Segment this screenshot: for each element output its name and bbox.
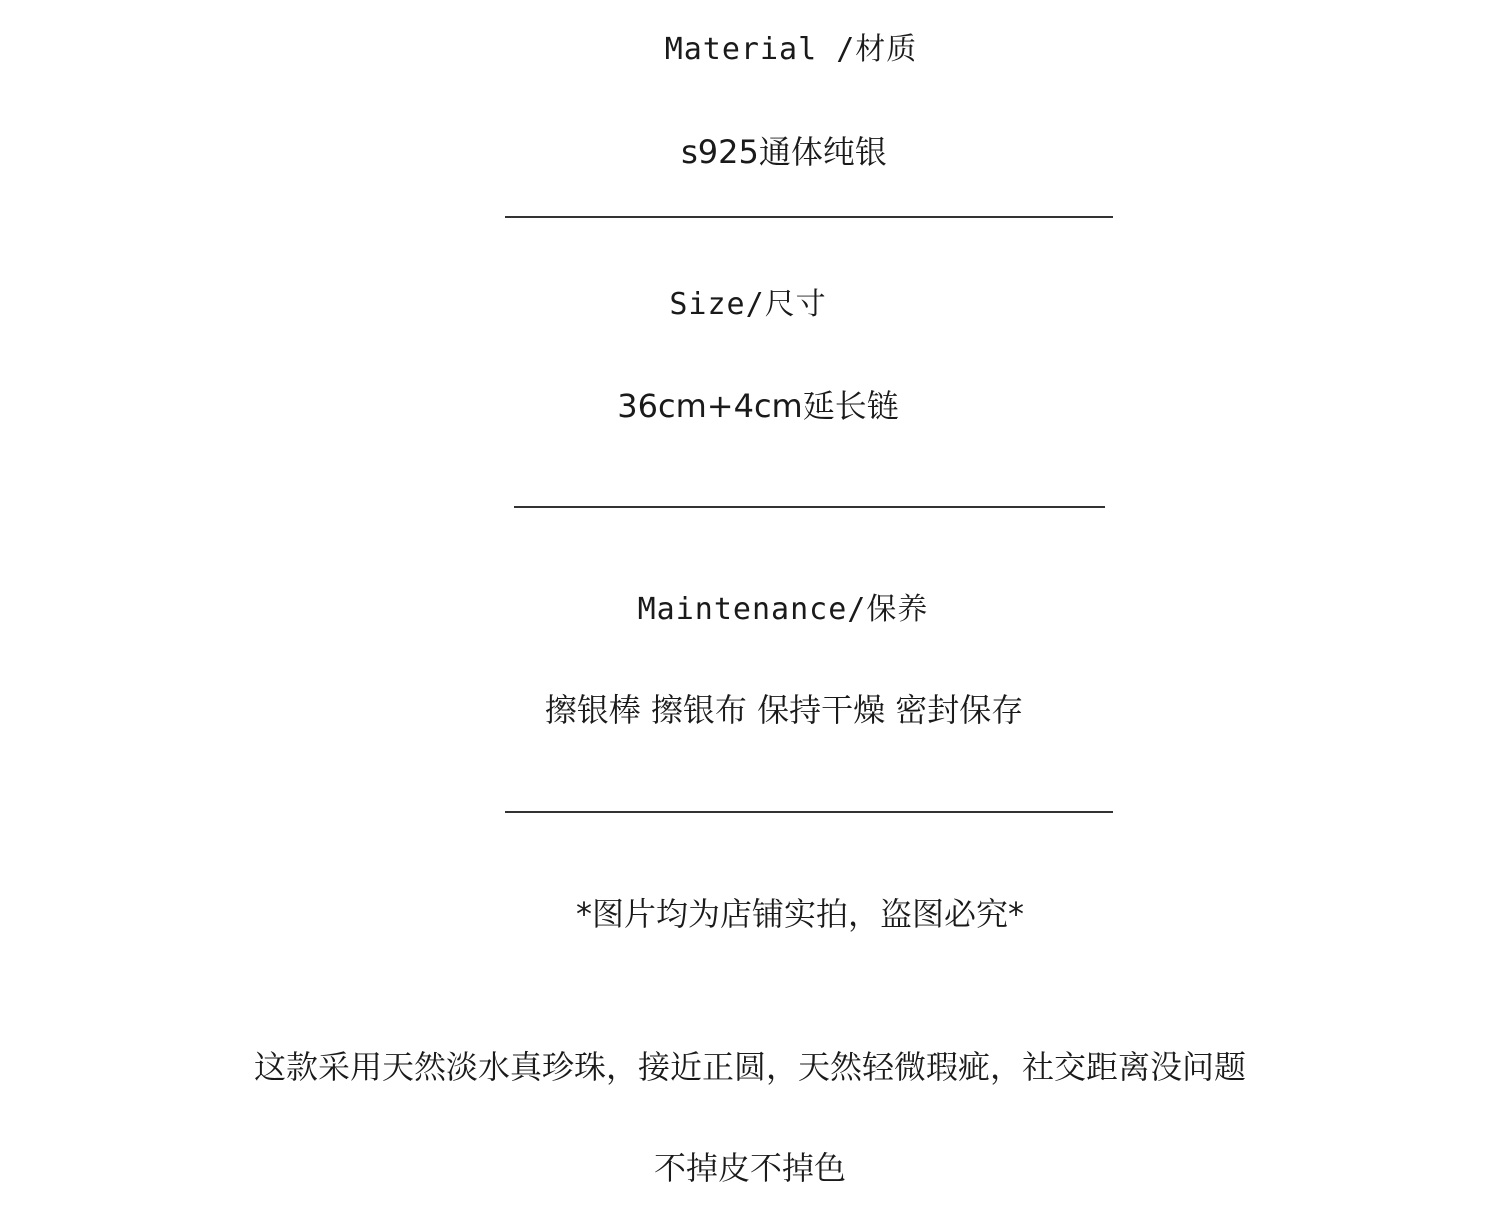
maintenance-heading: Maintenance/保养 bbox=[637, 592, 929, 627]
description-line-2: 不掉皮不掉色 bbox=[653, 1149, 847, 1187]
photo-notice: *图片均为店铺实拍，盗图必究* bbox=[575, 895, 1025, 933]
divider-2 bbox=[514, 506, 1105, 508]
size-value: 36cm+4cm延长链 bbox=[617, 387, 899, 425]
description-line-1: 这款采用天然淡水真珍珠，接近正圆，天然轻微瑕疵，社交距离没问题 bbox=[253, 1048, 1247, 1086]
material-heading: Material /材质 bbox=[664, 32, 918, 67]
material-value: s925通体纯银 bbox=[681, 133, 887, 171]
maintenance-value: 擦银棒 擦银布 保持干燥 密封保存 bbox=[544, 691, 1024, 729]
divider-1 bbox=[505, 216, 1113, 218]
divider-3 bbox=[505, 811, 1113, 813]
size-heading: Size/尺寸 bbox=[669, 287, 827, 322]
